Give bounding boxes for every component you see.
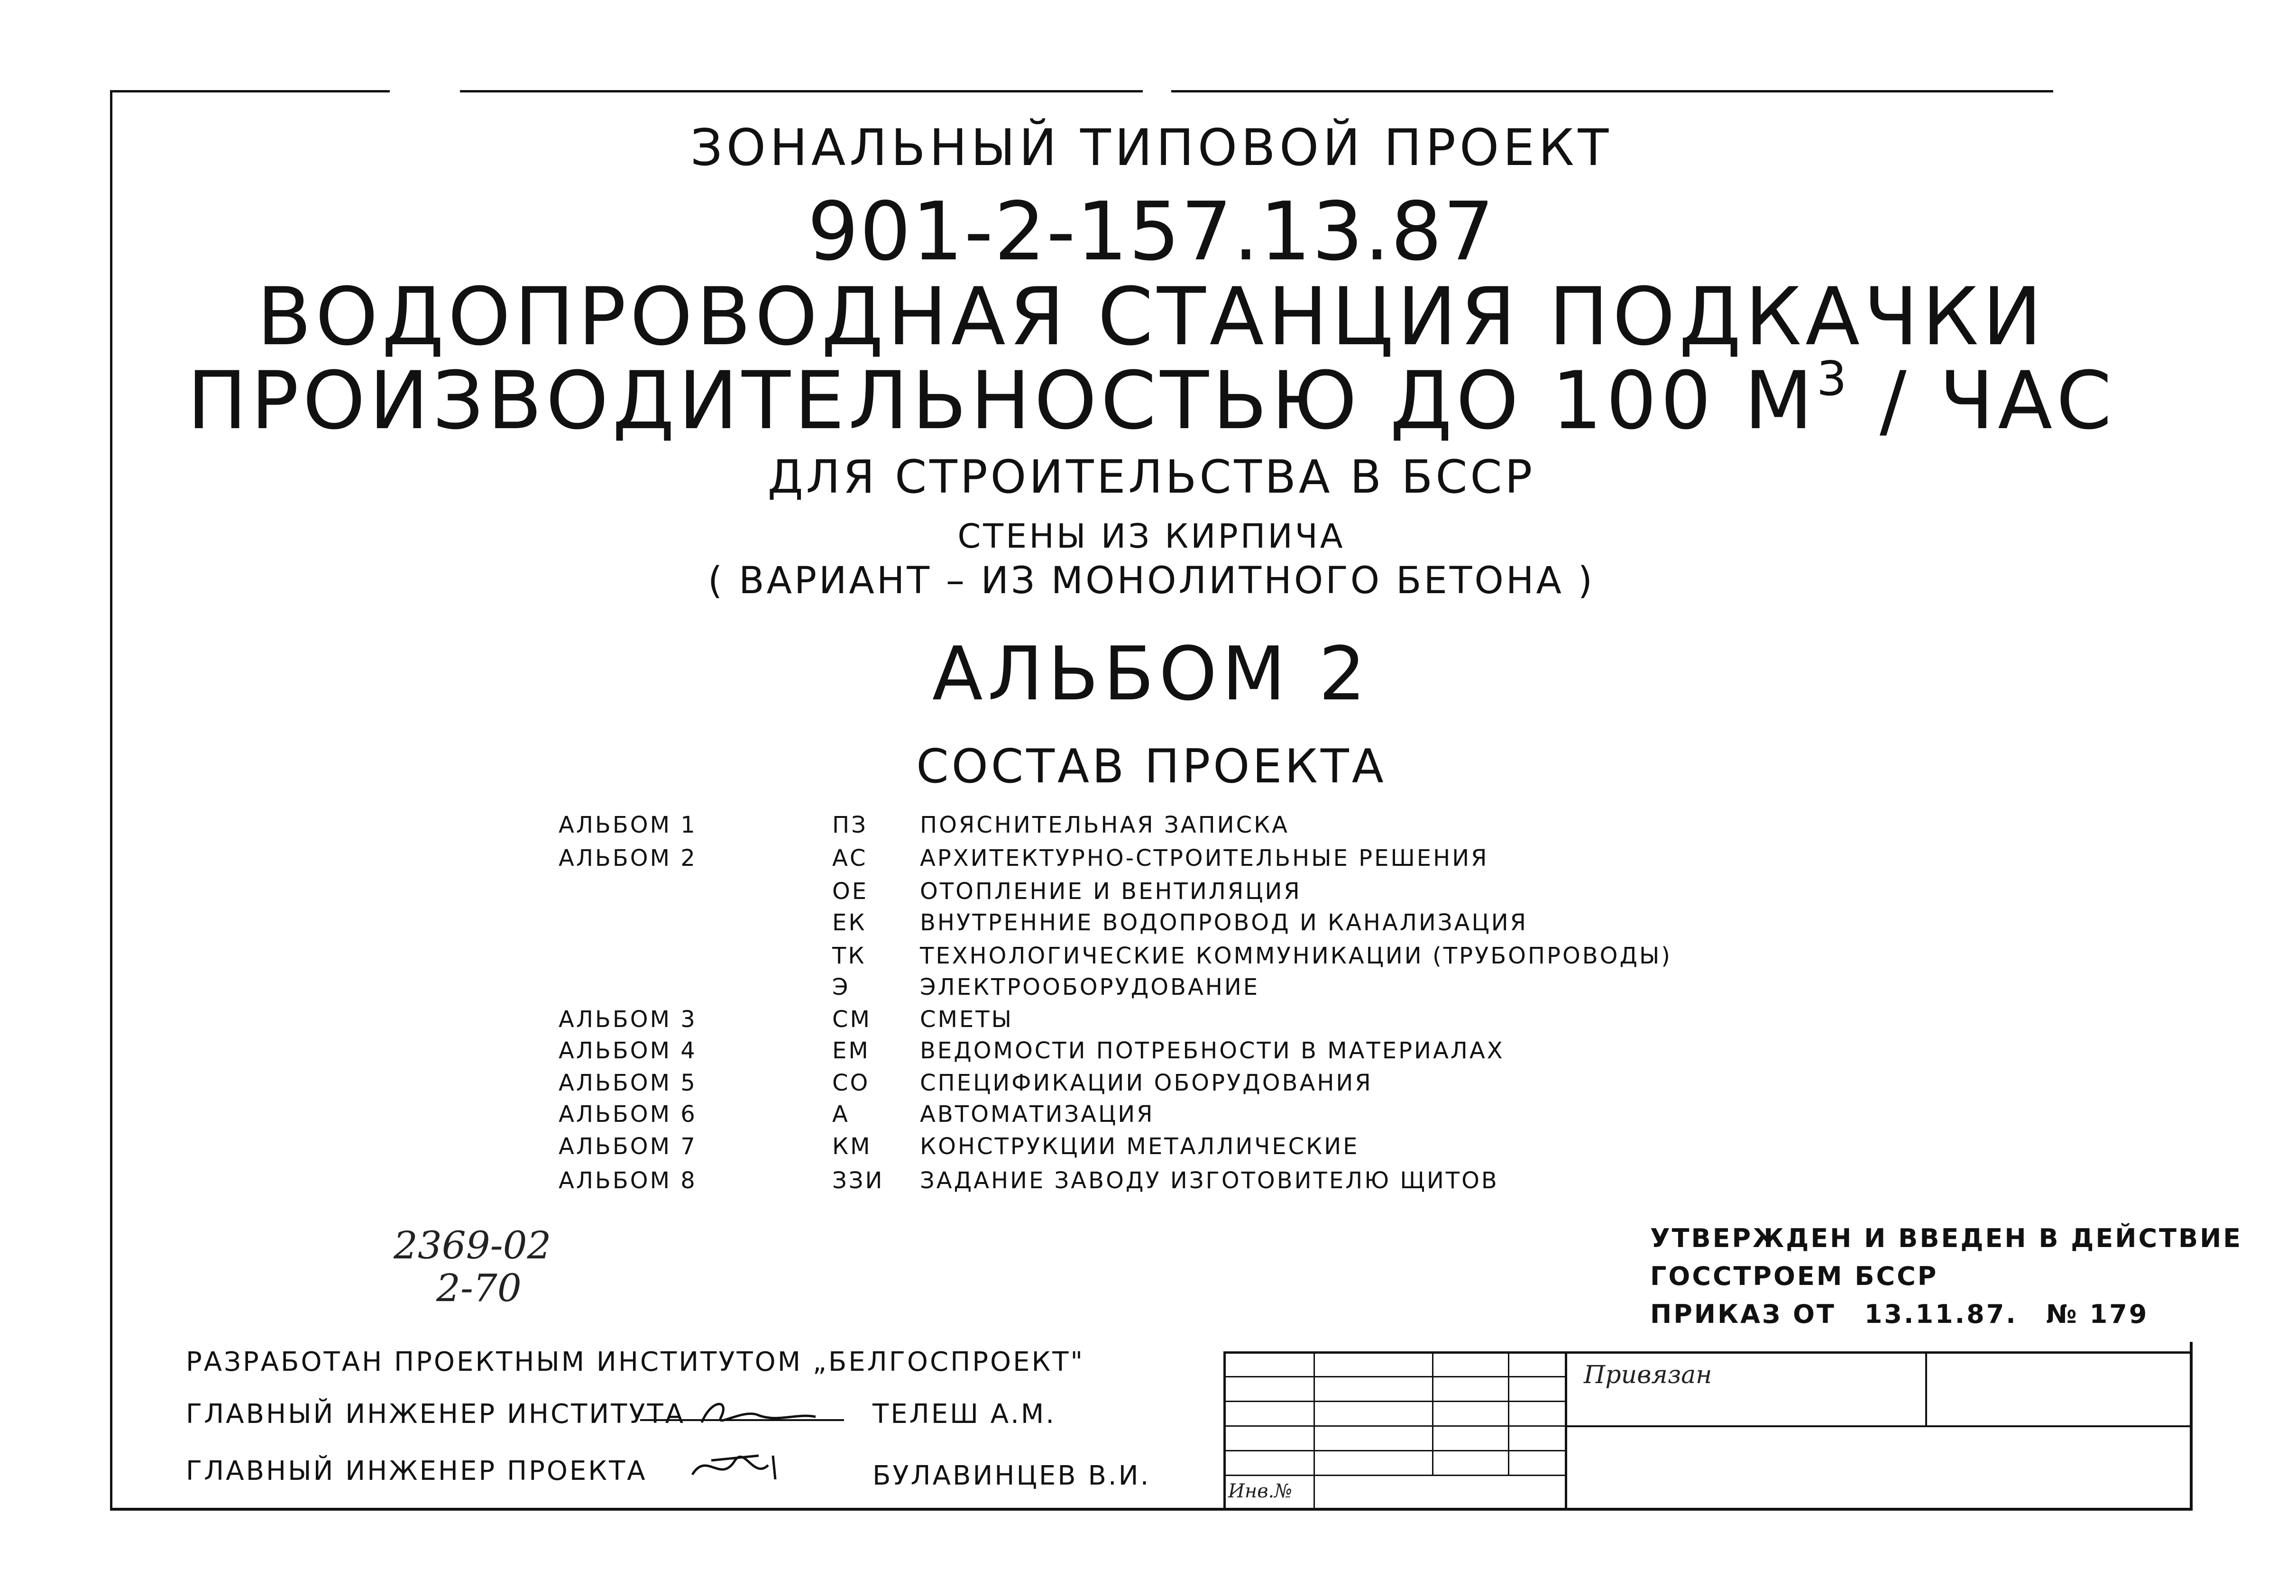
title-line-2-tail: / ЧАС (1850, 354, 2116, 447)
table-line (1925, 1351, 1927, 1427)
list-item-description: ПОЯСНИТЕЛЬНАЯ ЗАПИСКА (920, 812, 1289, 838)
table-line (1223, 1351, 1226, 1511)
list-item-code: А (832, 1101, 850, 1128)
chief-engineer-institute-name: ТЕЛЕШ А.М. (872, 1399, 1056, 1430)
chief-engineer-institute (186, 1399, 685, 1430)
frame-top-border (460, 90, 1143, 92)
title-line-2-main: ПРОИЗВОДИТЕЛЬНОСТЬЮ ДО 100 М (187, 354, 1817, 447)
list-item-description: АРХИТЕКТУРНО-СТРОИТЕЛЬНЫЕ РЕШЕНИЯ (920, 845, 1489, 871)
table-line (1223, 1450, 1565, 1451)
signature-institute-engineer (635, 1394, 863, 1437)
project-number: 901-2-157.13.87 (807, 185, 1496, 279)
title-line-1: ВОДОПРОВОДНАЯ СТАНЦИЯ ПОДКАЧКИ (257, 270, 2046, 363)
list-item-album: АЛЬБОМ 2 (559, 845, 697, 871)
list-item-album: АЛЬБОМ 4 (559, 1037, 697, 1064)
table-line (1432, 1351, 1433, 1475)
table-line (1313, 1351, 1315, 1511)
subtitle-walls: СТЕНЫ ИЗ КИРПИЧА (957, 517, 1345, 556)
list-item-description: КОНСТРУКЦИИ МЕТАЛЛИЧЕСКИЕ (920, 1133, 1359, 1160)
list-item-description: ВЕДОМОСТИ ПОТРЕБНОСТИ В МАТЕРИАЛАХ (920, 1037, 1505, 1064)
list-item-code: СО (832, 1070, 870, 1096)
chief-engineer-project-role: ГЛАВНЫЙ ИНЖЕНЕР ПРОЕКТА (186, 1456, 647, 1486)
list-item-description: СПЕЦИФИКАЦИИ ОБОРУДОВАНИЯ (920, 1070, 1373, 1096)
handwritten-number: 2-70 (436, 1266, 522, 1310)
list-item-code: КМ (832, 1133, 872, 1160)
list-item-code: ТК (832, 943, 866, 969)
chief-engineer-institute-role: ГЛАВНЫЙ ИНЖЕНЕР ИНСТИТУТА (186, 1399, 686, 1430)
table-line (1508, 1351, 1509, 1475)
list-item-album: АЛЬБОМ 3 (559, 1006, 697, 1033)
composition-heading: СОСТАВ ПРОЕКТА (916, 740, 1387, 794)
list-item-album: АЛЬБОМ 8 (559, 1167, 697, 1194)
list-item-description: ЗАДАНИЕ ЗАВОДУ ИЗГОТОВИТЕЛЮ ЩИТОВ (920, 1167, 1499, 1194)
subtitle-construction: ДЛЯ СТРОИТЕЛЬСТВА В БССР (767, 450, 1535, 504)
list-item-description: ВНУТРЕННИЕ ВОДОПРОВОД И КАНАЛИЗАЦИЯ (920, 909, 1528, 936)
list-item-album: АЛЬБОМ 6 (559, 1101, 697, 1128)
chief-engineer-project-name: БУЛАВИНЦЕВ В.И. (872, 1460, 1151, 1491)
approval-order-date: 13.11.87. (1864, 1299, 2018, 1329)
handwritten-number: 2369-02 (394, 1223, 551, 1267)
subtitle-variant: ( ВАРИАНТ – ИЗ МОНОЛИТНОГО БЕТОНА ) (707, 560, 1595, 602)
table-line (1223, 1425, 1565, 1427)
list-item-description: ТЕХНОЛОГИЧЕСКИЕ КОММУНИКАЦИИ (ТРУБОПРОВОДЫ) (920, 943, 1672, 969)
frame-top-border (110, 90, 390, 92)
list-item-code: ОЕ (832, 878, 869, 905)
table-line (1565, 1425, 2193, 1427)
list-item-code: ЗЗИ (832, 1167, 884, 1194)
approval-order (1650, 1299, 2177, 1329)
list-item-album: АЛЬБОМ 5 (559, 1070, 697, 1096)
list-item-album: АЛЬБОМ 1 (559, 812, 697, 838)
list-item-code: СМ (832, 1006, 872, 1033)
zonal-project-heading: ЗОНАЛЬНЫЙ ТИПОВОЙ ПРОЕКТ (690, 119, 1613, 177)
list-item-description: СМЕТЫ (920, 1006, 1013, 1033)
list-item-code: ПЗ (832, 812, 868, 838)
list-item-album: АЛЬБОМ 7 (559, 1133, 697, 1160)
list-item-description: АВТОМАТИЗАЦИЯ (920, 1101, 1155, 1128)
list-item-description: ОТОПЛЕНИЕ И ВЕНТИЛЯЦИЯ (920, 878, 1302, 905)
approval-line-2: ГОССТРОЕМ БССР (1650, 1261, 1938, 1291)
stamp-table (1223, 1351, 2193, 1511)
list-item-code: ЕМ (832, 1037, 870, 1064)
inventory-number-label: Инв.№ (1228, 1480, 1293, 1502)
signature-project-engineer (683, 1441, 825, 1494)
approval-order-label: ПРИКАЗ ОТ (1650, 1299, 1836, 1329)
list-item-description: ЭЛЕКТРООБОРУДОВАНИЕ (920, 974, 1260, 1000)
list-item-code: АС (832, 845, 868, 871)
album-heading: АЛЬБОМ 2 (932, 631, 1371, 717)
list-item-code: ЕК (832, 909, 867, 936)
title-line-2-superscript: 3 (1817, 351, 1851, 406)
tied-label: Привязан (1584, 1361, 1712, 1389)
table-line (1223, 1351, 2193, 1354)
developer-institute: РАЗРАБОТАН ПРОЕКТНЫМ ИНСТИТУТОМ „БЕЛГОСПРОЕКТ" (186, 1347, 1085, 1377)
title-line-2 (110, 351, 2193, 447)
list-item-code: Э (832, 974, 850, 1000)
table-line (1223, 1475, 1565, 1476)
approval-line-1: УТВЕРЖДЕН И ВВЕДЕН В ДЕЙСТВИЕ (1650, 1223, 2243, 1253)
table-line (1223, 1376, 1565, 1377)
table-line (1565, 1351, 1567, 1511)
table-line (1223, 1401, 1565, 1402)
frame-top-border (1171, 90, 2053, 92)
approval-order-number: № 179 (2046, 1299, 2149, 1329)
